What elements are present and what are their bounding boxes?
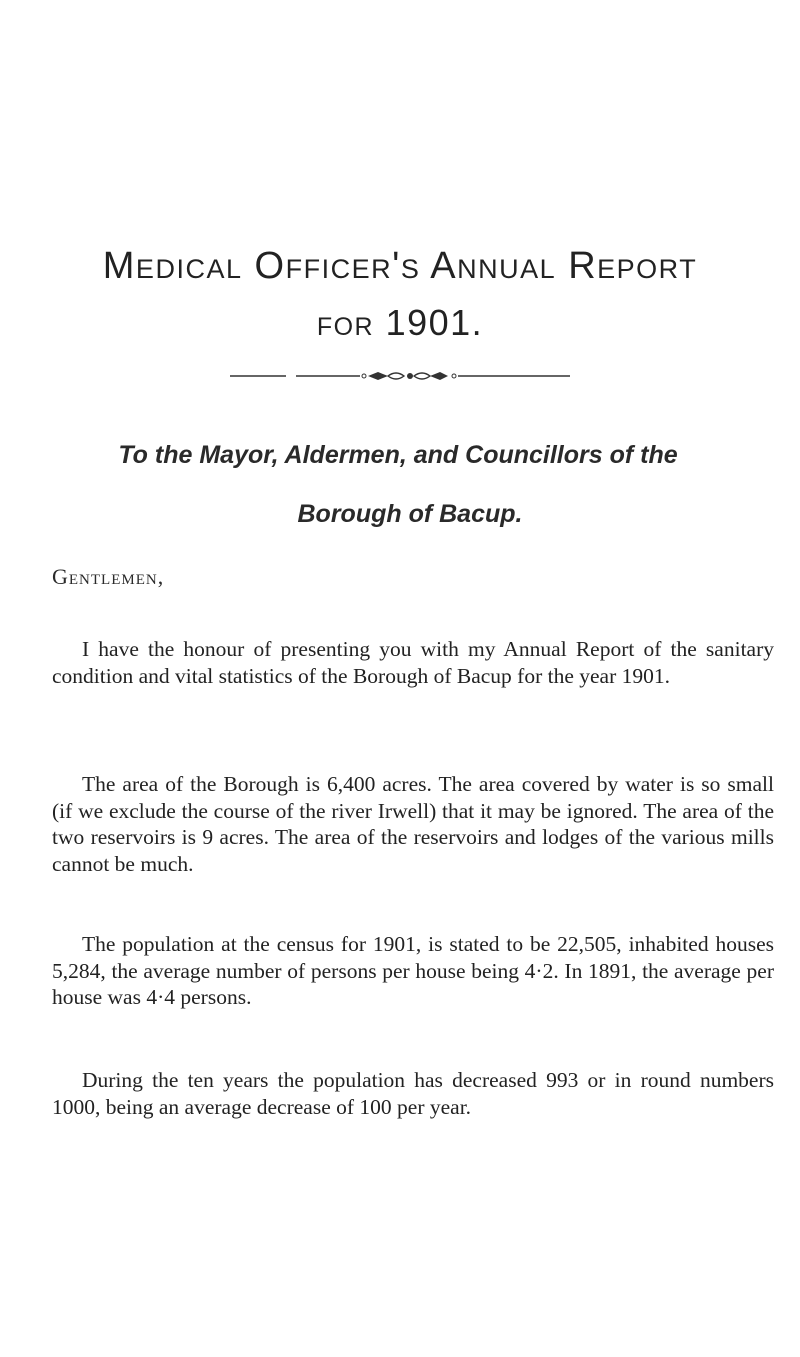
paragraph-population: The population at the census for 1901, is stated to be 22,505, inhabited houses 5,284, the average number of persons per house being 4·2. In 1891, the average per house was 4·4 persons. xyxy=(52,932,774,1009)
report-year: for 1901. xyxy=(316,302,484,343)
paragraph-intro: I have the honour of presenting you with my Annual Report of the sanitary condition and vital statistics of the Borough of Bacup for the year 1901. xyxy=(52,637,774,688)
salutation: Gentlemen, xyxy=(52,564,165,589)
paragraph-decrease: During the ten years the population has decreased 993 or in round numbers 1000, being an average decrease of 100 per year. xyxy=(52,1068,774,1119)
address-line: To the Mayor, Aldermen, and Councillors of the xyxy=(118,441,678,469)
ornamental-divider xyxy=(0,368,800,384)
report-title: Medical Officer's Annual Report xyxy=(102,245,698,287)
address-borough: Borough of Bacup. xyxy=(297,500,523,528)
paragraph-area: The area of the Borough is 6,400 acres. The area covered by water is so small (if we exclude the course of the river Irwell) that it may be ignored. The area of the two reservoirs is 9 acres. The area of the reservoirs and lodges of the various mills cannot be much. xyxy=(52,772,774,876)
